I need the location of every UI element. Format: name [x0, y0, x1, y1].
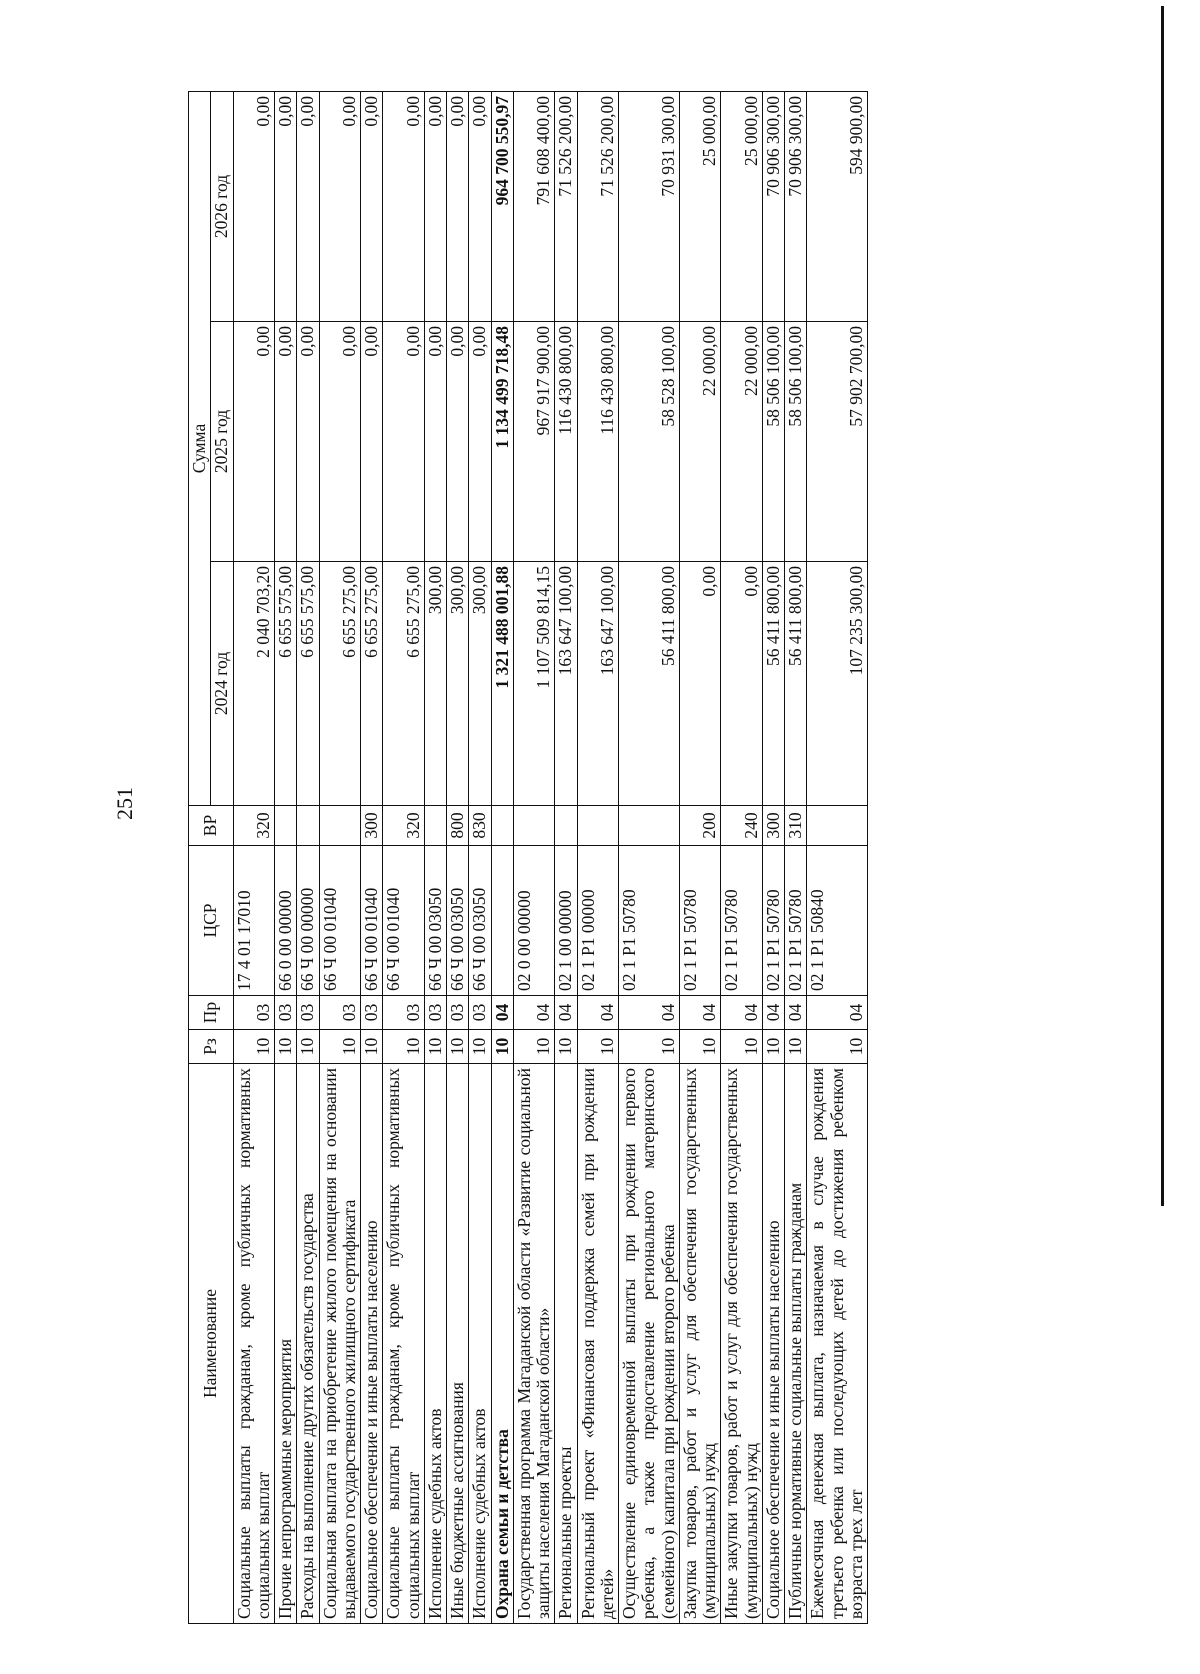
row-rz: 10	[275, 1030, 297, 1064]
row-pr: 04	[619, 996, 680, 1030]
table-row	[762, 91, 784, 1623]
row-vr	[807, 806, 868, 846]
scan-edge-line	[1161, 6, 1164, 1206]
row-csr: 66 Ч 00 03050	[424, 846, 446, 996]
row-2026: 0,00	[233, 91, 275, 321]
row-2026: 0,00	[297, 91, 319, 321]
table-row	[577, 91, 619, 1623]
row-csr: 66 Ч 00 03050	[469, 846, 491, 996]
row-2025: 22 000,00	[721, 322, 763, 562]
row-2024: 56 411 800,00	[762, 562, 784, 806]
row-pr: 04	[679, 996, 721, 1030]
row-2025: 57 902 700,00	[807, 322, 868, 562]
row-pr: 04	[762, 996, 784, 1030]
row-rz: 10	[679, 1030, 721, 1064]
row-2026: 0,00	[469, 91, 491, 321]
row-name: Социальная выплата на приобретение жилого помещения на основании выдаваемого государственного жилищного сертификата	[319, 1064, 361, 1624]
row-vr: 300	[361, 806, 383, 846]
row-name: Иные закупки товаров, работ и услуг для обеспечения государственных (муниципальных) нужд	[721, 1064, 763, 1624]
row-name: Социальные выплаты гражданам, кроме публичных нормативных социальных выплат	[233, 1064, 275, 1624]
row-rz: 10	[721, 1030, 763, 1064]
row-2024: 2 040 703,20	[233, 562, 275, 806]
rotated-table-wrapper	[188, 92, 1063, 1624]
row-2024: 300,00	[447, 562, 469, 806]
row-pr: 03	[275, 996, 297, 1030]
row-vr	[491, 806, 513, 846]
row-2025: 0,00	[424, 322, 446, 562]
row-2024: 1 107 509 814,15	[513, 562, 555, 806]
row-csr: 17 4 01 17010	[233, 846, 275, 996]
row-name: Социальное обеспечение и иные выплаты населению	[762, 1064, 784, 1624]
row-2026: 0,00	[319, 91, 361, 321]
row-name: Иные бюджетные ассигнования	[447, 1064, 469, 1624]
row-pr: 04	[491, 996, 513, 1030]
row-2024: 6 655 275,00	[383, 562, 425, 806]
row-csr: 02 0 00 00000	[513, 846, 555, 996]
header-vr: ВР	[189, 806, 234, 846]
table-row	[447, 91, 469, 1623]
row-pr: 04	[577, 996, 619, 1030]
row-name: Расходы на выполнение других обязательств государства	[297, 1064, 319, 1624]
table-row	[361, 91, 383, 1623]
row-vr: 200	[679, 806, 721, 846]
row-csr	[491, 846, 513, 996]
row-rz: 10	[513, 1030, 555, 1064]
row-csr: 02 1 P1 50780	[785, 846, 807, 996]
table-row	[383, 91, 425, 1623]
row-csr: 02 1 P1 50780	[762, 846, 784, 996]
row-rz: 10	[361, 1030, 383, 1064]
row-vr: 800	[447, 806, 469, 846]
row-2024: 163 647 100,00	[577, 562, 619, 806]
row-2024: 56 411 800,00	[619, 562, 680, 806]
row-2026: 964 700 550,97	[491, 91, 513, 321]
row-csr: 66 Ч 00 00000	[297, 846, 319, 996]
row-2025: 0,00	[469, 322, 491, 562]
row-vr	[297, 806, 319, 846]
table-row	[233, 91, 275, 1623]
row-2024: 56 411 800,00	[785, 562, 807, 806]
row-pr: 04	[807, 996, 868, 1030]
row-2025: 0,00	[275, 322, 297, 562]
row-2025: 22 000,00	[679, 322, 721, 562]
row-pr: 03	[233, 996, 275, 1030]
row-vr: 830	[469, 806, 491, 846]
table-row	[275, 91, 297, 1623]
table-row	[424, 91, 446, 1623]
header-pr: Пр	[189, 996, 234, 1030]
row-2026: 0,00	[361, 91, 383, 321]
budget-table	[188, 91, 868, 1624]
row-rz: 10	[807, 1030, 868, 1064]
row-name: Социальные выплаты гражданам, кроме публичных нормативных социальных выплат	[383, 1064, 425, 1624]
row-2024: 0,00	[721, 562, 763, 806]
table-row	[721, 91, 763, 1623]
row-rz: 10	[619, 1030, 680, 1064]
row-2026: 25 000,00	[721, 91, 763, 321]
row-rz: 10	[424, 1030, 446, 1064]
header-name: Наименование	[189, 1064, 234, 1624]
row-pr: 03	[469, 996, 491, 1030]
table-row	[619, 91, 680, 1623]
row-pr: 04	[555, 996, 577, 1030]
table-row	[297, 91, 319, 1623]
row-name: Осуществление единовременной выплаты при рождении первого ребенка, а также предоставление регионального материнского (семейного) капитала при рождении второго ребенка	[619, 1064, 680, 1624]
row-2026: 70 906 300,00	[762, 91, 784, 321]
row-name: Региональные проекты	[555, 1064, 577, 1624]
row-2025: 58 506 100,00	[785, 322, 807, 562]
row-2025: 967 917 900,00	[513, 322, 555, 562]
row-rz: 10	[577, 1030, 619, 1064]
row-csr: 02 1 P1 50840	[807, 846, 868, 996]
row-2024: 300,00	[424, 562, 446, 806]
row-vr	[577, 806, 619, 846]
row-name: Охрана семьи и детства	[491, 1064, 513, 1624]
row-2026: 594 900,00	[807, 91, 868, 321]
row-pr: 03	[361, 996, 383, 1030]
row-vr: 320	[383, 806, 425, 846]
row-2026: 71 526 200,00	[577, 91, 619, 321]
row-2025: 116 430 800,00	[577, 322, 619, 562]
row-rz: 10	[447, 1030, 469, 1064]
table-row	[319, 91, 361, 1623]
row-csr: 66 Ч 00 01040	[361, 846, 383, 996]
row-2024: 6 655 275,00	[319, 562, 361, 806]
row-2025: 0,00	[447, 322, 469, 562]
row-name: Исполнение судебных актов	[469, 1064, 491, 1624]
row-pr: 03	[383, 996, 425, 1030]
row-vr	[275, 806, 297, 846]
row-2025: 0,00	[233, 322, 275, 562]
row-rz: 10	[469, 1030, 491, 1064]
row-2024: 300,00	[469, 562, 491, 806]
row-name: Прочие непрограммные мероприятия	[275, 1064, 297, 1624]
row-2024: 6 655 575,00	[297, 562, 319, 806]
row-csr: 02 1 P1 50780	[619, 846, 680, 996]
header-2025: 2025 год	[211, 322, 233, 562]
row-pr: 03	[319, 996, 361, 1030]
row-2025: 58 528 100,00	[619, 322, 680, 562]
row-vr	[555, 806, 577, 846]
row-vr	[424, 806, 446, 846]
row-csr: 02 1 P1 00000	[577, 846, 619, 996]
row-2026: 70 906 300,00	[785, 91, 807, 321]
row-rz: 10	[383, 1030, 425, 1064]
row-2024: 0,00	[679, 562, 721, 806]
row-pr: 03	[424, 996, 446, 1030]
row-csr: 02 1 00 00000	[555, 846, 577, 996]
row-name: Закупка товаров, работ и услуг для обеспечения государственных (муниципальных) нужд	[679, 1064, 721, 1624]
row-2024: 6 655 275,00	[361, 562, 383, 806]
row-rz: 10	[785, 1030, 807, 1064]
row-csr: 66 Ч 00 01040	[383, 846, 425, 996]
row-csr: 02 1 P1 50780	[721, 846, 763, 996]
row-2026: 25 000,00	[679, 91, 721, 321]
header-csr: ЦСР	[189, 846, 234, 996]
row-2025: 0,00	[361, 322, 383, 562]
row-2024: 107 235 300,00	[807, 562, 868, 806]
row-2026: 0,00	[447, 91, 469, 321]
row-2026: 0,00	[424, 91, 446, 321]
page-number: 251	[112, 787, 137, 820]
table-row	[469, 91, 491, 1623]
row-name: Социальное обеспечение и иные выплаты населению	[361, 1064, 383, 1624]
row-csr: 66 0 00 00000	[275, 846, 297, 996]
row-2025: 116 430 800,00	[555, 322, 577, 562]
table-row	[513, 91, 555, 1623]
row-2026: 0,00	[275, 91, 297, 321]
table-row	[491, 91, 513, 1623]
row-vr	[619, 806, 680, 846]
row-vr: 320	[233, 806, 275, 846]
row-name: Исполнение судебных актов	[424, 1064, 446, 1624]
row-2025: 0,00	[383, 322, 425, 562]
row-name: Публичные нормативные социальные выплаты гражданам	[785, 1064, 807, 1624]
row-pr: 04	[513, 996, 555, 1030]
row-name: Региональный проект «Финансовая поддержка семей при рождении детей»	[577, 1064, 619, 1624]
row-rz: 10	[555, 1030, 577, 1064]
row-vr	[513, 806, 555, 846]
row-2026: 791 608 400,00	[513, 91, 555, 321]
row-2026: 71 526 200,00	[555, 91, 577, 321]
row-pr: 04	[785, 996, 807, 1030]
row-rz: 10	[319, 1030, 361, 1064]
row-2024: 163 647 100,00	[555, 562, 577, 806]
row-vr: 310	[785, 806, 807, 846]
header-sum: Сумма	[189, 91, 211, 805]
row-pr: 04	[721, 996, 763, 1030]
row-2024: 6 655 575,00	[275, 562, 297, 806]
row-rz: 10	[297, 1030, 319, 1064]
row-pr: 03	[447, 996, 469, 1030]
row-vr	[319, 806, 361, 846]
row-2026: 70 931 300,00	[619, 91, 680, 321]
row-name: Ежемесячная денежная выплата, назначаемая в случае рождения третьего ребенка или последующих детей до достижения ребенком возраста трех лет	[807, 1064, 868, 1624]
row-rz: 10	[762, 1030, 784, 1064]
table-row	[555, 91, 577, 1623]
table-row	[679, 91, 721, 1623]
row-rz: 10	[491, 1030, 513, 1064]
row-rz: 10	[233, 1030, 275, 1064]
row-2026: 0,00	[383, 91, 425, 321]
header-rz: Рз	[189, 1030, 234, 1064]
row-2025: 0,00	[319, 322, 361, 562]
row-vr: 240	[721, 806, 763, 846]
row-name: Государственная программа Магаданской области «Развитие социальной защиты населения Магаданской области»	[513, 1064, 555, 1624]
row-csr: 66 Ч 00 01040	[319, 846, 361, 996]
row-vr: 300	[762, 806, 784, 846]
table-row	[785, 91, 807, 1623]
row-2024: 1 321 488 001,88	[491, 562, 513, 806]
header-2024: 2024 год	[211, 562, 233, 806]
row-2025: 0,00	[297, 322, 319, 562]
row-2025: 58 506 100,00	[762, 322, 784, 562]
row-2025: 1 134 499 718,48	[491, 322, 513, 562]
row-csr: 66 Ч 00 03050	[447, 846, 469, 996]
row-pr: 03	[297, 996, 319, 1030]
table-row	[807, 91, 868, 1623]
row-csr: 02 1 P1 50780	[679, 846, 721, 996]
header-2026: 2026 год	[211, 91, 233, 321]
